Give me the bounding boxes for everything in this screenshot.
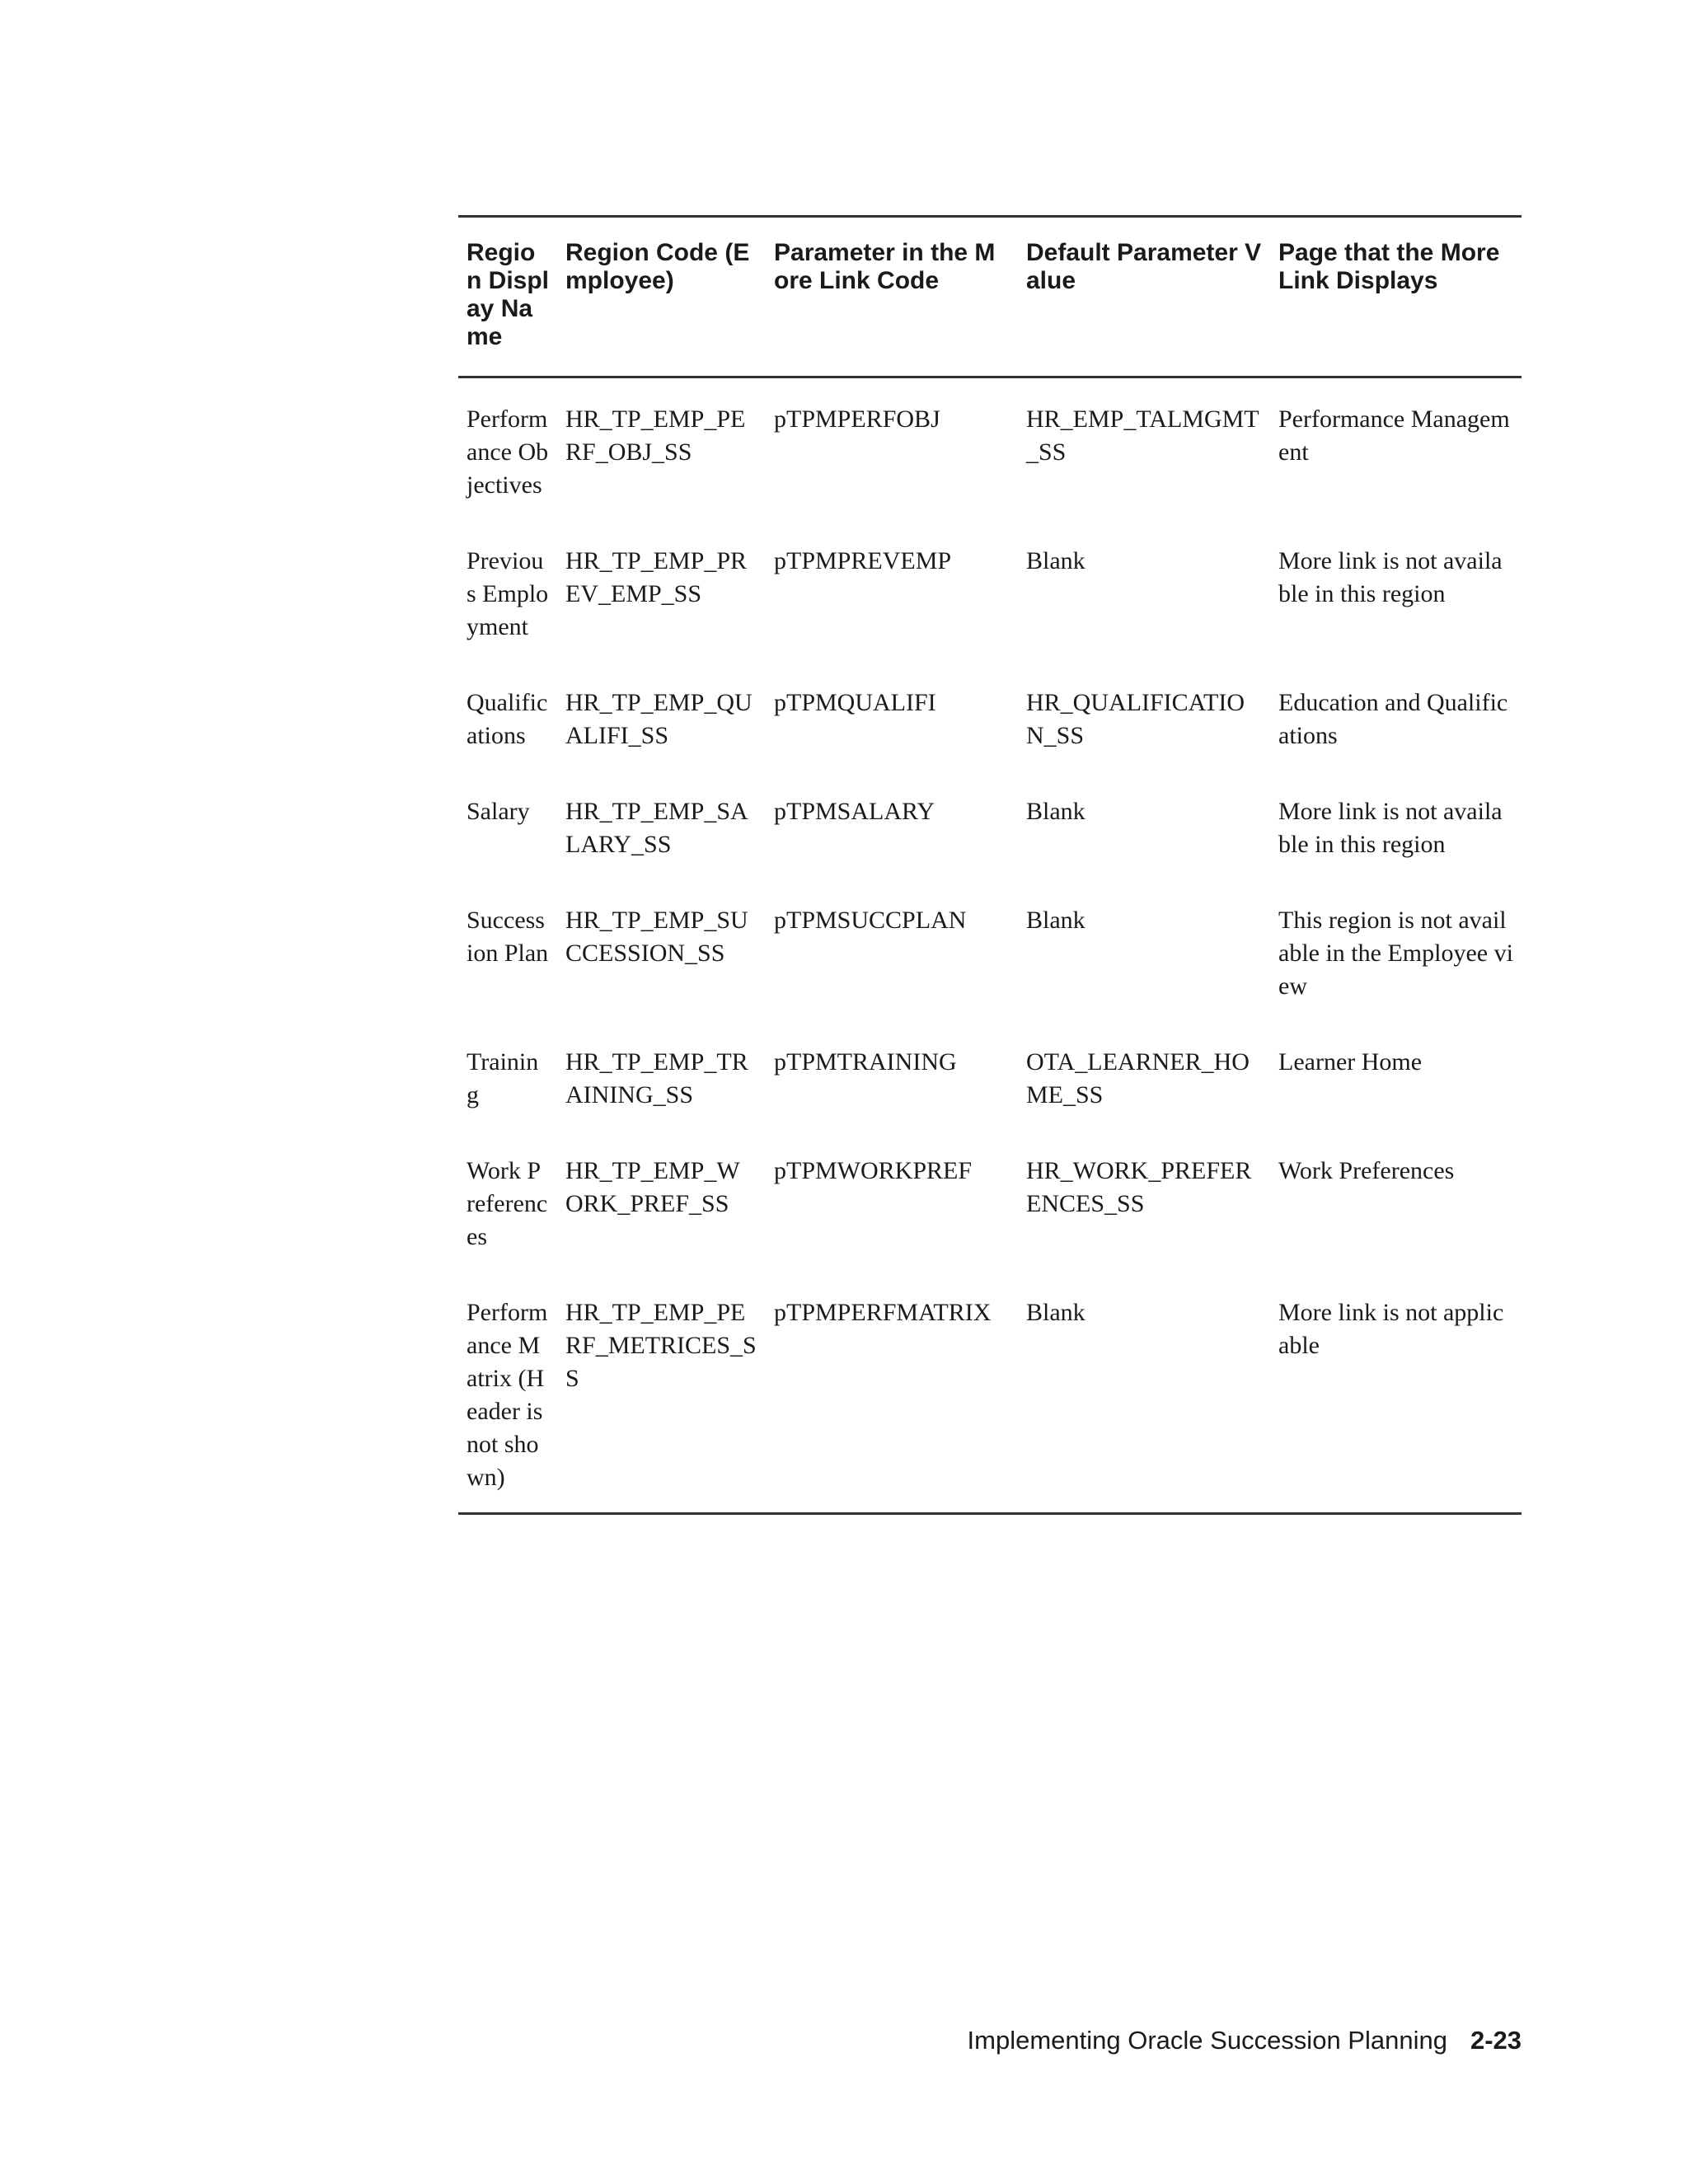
cell-region-code: HR_TP_EMP_PERF_OBJ_SS: [565, 405, 746, 466]
cell-more-link-page: Work Preferences: [1278, 1157, 1455, 1184]
cell-more-link-page: More link is not available in this region: [1278, 798, 1503, 858]
cell-region-code: HR_TP_EMP_WORK_PREF_SS: [565, 1157, 740, 1217]
cell-default-value: HR_EMP_TALMGMT_SS: [1026, 405, 1259, 466]
cell-region-code: HR_TP_EMP_SUCCESSION_SS: [565, 907, 748, 967]
cell-more-link-page: More link is not available in this region: [1278, 547, 1503, 607]
cell-default-value: Blank: [1026, 798, 1085, 825]
cell-region-code: HR_TP_EMP_TRAINING_SS: [565, 1048, 748, 1108]
cell-parameter: pTPMSALARY: [774, 798, 935, 825]
page-footer: [968, 2026, 1522, 2055]
cell-parameter: pTPMTRAINING: [774, 1048, 957, 1076]
cell-more-link-page: Education and Qualifications: [1278, 689, 1508, 749]
cell-region-display-name: Salary: [467, 798, 530, 825]
header-parameter-more-link-code: Parameter in the More Link Code: [774, 239, 996, 294]
cell-default-value: HR_WORK_PREFERENCES_SS: [1026, 1157, 1252, 1217]
table-row: [458, 1296, 1522, 1514]
cell-region-code: HR_TP_EMP_PERF_METRICES_SS: [565, 1299, 757, 1392]
footer-chapter-title: Implementing Oracle Succession Planning: [967, 2026, 1447, 2055]
cell-region-display-name: Qualifications: [467, 689, 548, 749]
header-page-more-link-displays: Page that the More Link Displays: [1278, 239, 1500, 294]
cell-region-display-name: Training: [467, 1048, 539, 1108]
cell-default-value: HR_QUALIFICATION_SS: [1026, 689, 1245, 749]
cell-region-display-name: Previous Employment: [467, 547, 549, 640]
cell-region-display-name: Succession Plan: [467, 907, 549, 967]
table-header-row: [458, 217, 1522, 377]
header-region-display-name: Region Display Name: [467, 239, 550, 350]
cell-region-code: HR_TP_EMP_QUALIFI_SS: [565, 689, 753, 749]
table-row: [458, 904, 1522, 1046]
cell-default-value: OTA_LEARNER_HOME_SS: [1026, 1048, 1250, 1108]
cell-region-display-name: Work Preferences: [467, 1157, 548, 1250]
cell-parameter: pTPMWORKPREF: [774, 1157, 973, 1184]
cell-parameter: pTPMPERFMATRIX: [774, 1299, 992, 1326]
cell-region-code: HR_TP_EMP_PREV_EMP_SS: [565, 547, 748, 607]
region-parameters-table: [458, 215, 1522, 1515]
cell-region-display-name: Performance Objectives: [467, 405, 549, 499]
cell-default-value: Blank: [1026, 547, 1085, 574]
table-row: [458, 377, 1522, 546]
table-row: [458, 545, 1522, 687]
cell-region-code: HR_TP_EMP_SALARY_SS: [565, 798, 748, 858]
cell-region-display-name: Performance Matrix (Header is not shown): [467, 1299, 548, 1491]
cell-more-link-page: This region is not available in the Employee view: [1278, 907, 1513, 1000]
cell-default-value: Blank: [1026, 1299, 1085, 1326]
footer-page-number: 2-23: [1470, 2026, 1522, 2055]
cell-parameter: pTPMPREVEMP: [774, 547, 952, 574]
cell-default-value: Blank: [1026, 907, 1085, 934]
table-row: [458, 795, 1522, 904]
cell-more-link-page: Performance Management: [1278, 405, 1510, 466]
cell-parameter: pTPMQUALIFI: [774, 689, 936, 716]
cell-parameter: pTPMSUCCPLAN: [774, 907, 967, 934]
cell-more-link-page: Learner Home: [1278, 1048, 1423, 1076]
cell-parameter: pTPMPERFOBJ: [774, 405, 940, 433]
table-row: [458, 687, 1522, 795]
header-default-parameter-value: Default Parameter Value: [1026, 239, 1262, 294]
table-row: [458, 1155, 1522, 1296]
table-row: [458, 1046, 1522, 1155]
cell-more-link-page: More link is not applicable: [1278, 1299, 1504, 1359]
header-region-code: Region Code (Employee): [565, 239, 750, 294]
